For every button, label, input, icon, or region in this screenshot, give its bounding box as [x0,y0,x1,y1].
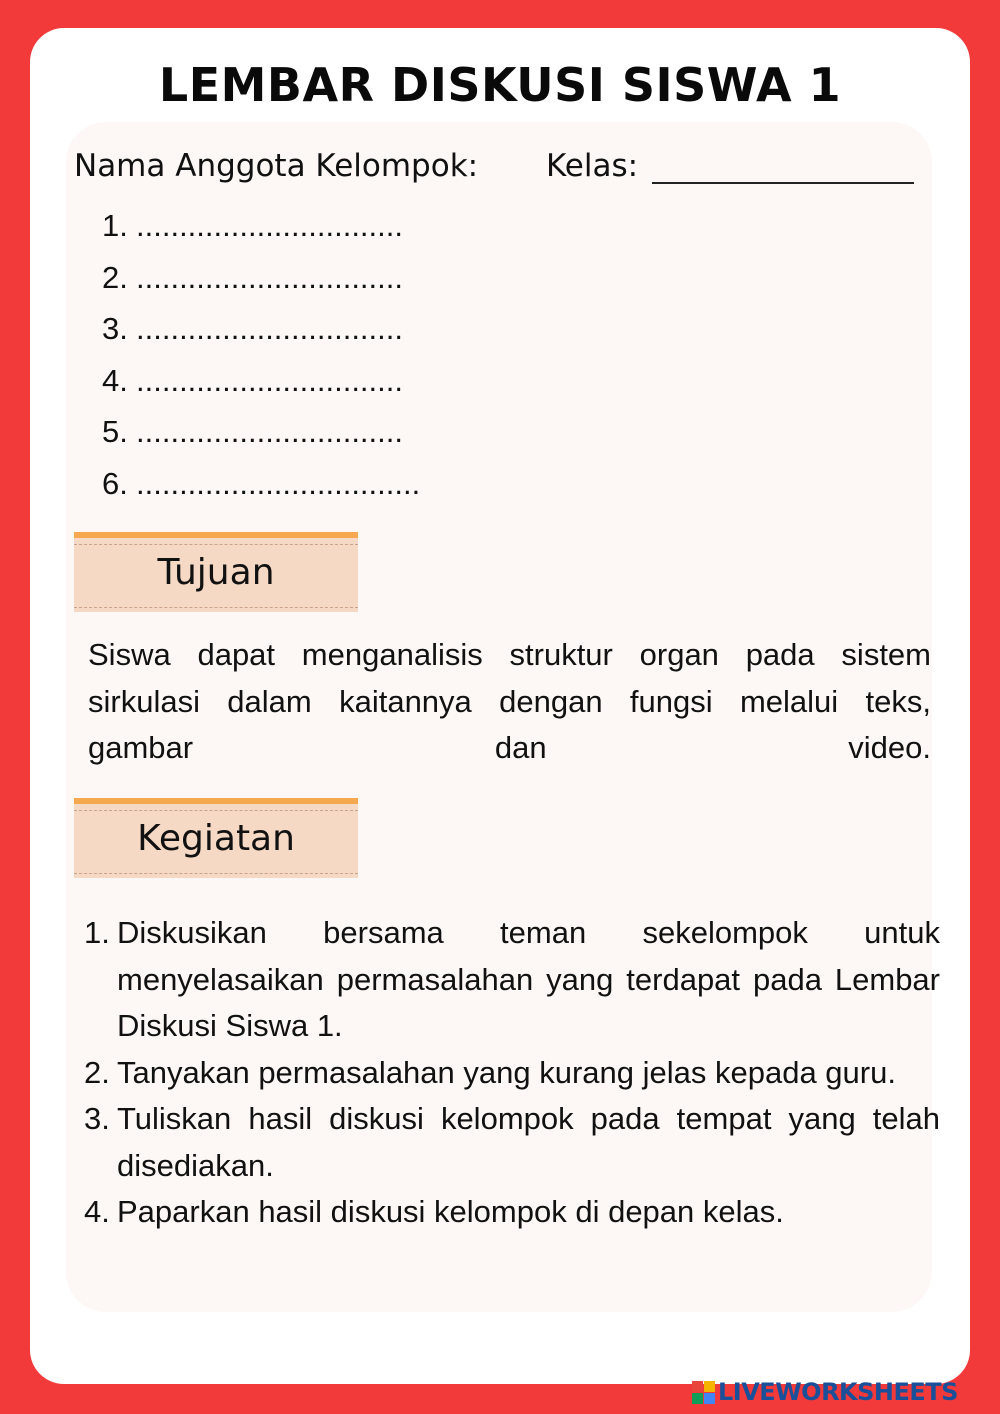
step-item [84,910,940,1050]
step-number: 2. [84,1054,110,1090]
member-number: 4. [102,362,128,398]
member-number: 1. [102,208,128,243]
logo-square-icon [692,1393,703,1404]
tujuan-heading: Tujuan [157,552,275,593]
liveworksheets-brand[interactable] [692,1378,958,1406]
member-number: 3. [102,311,128,346]
member-blank: ............................... [136,311,403,346]
tujuan-heading-tag [74,532,358,612]
member-blank: ............................... [136,414,403,449]
member-row[interactable] [102,200,420,252]
member-number: 2. [102,259,128,295]
step-number: 4. [84,1194,110,1229]
member-blank: ............................... [136,259,403,295]
brand-text: LIVEWORKSHEETS [718,1378,958,1406]
worksheet-page [30,28,970,1384]
logo-square-icon [704,1393,715,1404]
member-row[interactable] [102,303,420,355]
member-blank: ................................. [136,465,421,501]
member-row[interactable] [102,355,420,407]
step-item [84,1189,940,1236]
member-row[interactable] [102,406,420,458]
member-row[interactable] [102,458,420,510]
members-label: Nama Anggota Kelompok: [74,148,479,184]
step-text: Tuliskan hasil diskusi kelompok pada tempat yang telah disediakan. [117,1101,940,1183]
step-text: Paparkan hasil diskusi kelompok di depan kelas. [117,1194,784,1229]
logo-square-icon [692,1381,703,1392]
logo-square-icon [704,1381,715,1392]
kegiatan-heading-tag [74,798,358,878]
tujuan-text: Siswa dapat menganalisis struktur organ pada sistem sirkulasi dalam kaitannya dengan fungsi melalui teks, gambar dan video. [88,637,931,765]
step-item [84,1096,940,1189]
liveworksheets-logo-icon [692,1381,715,1404]
step-item [84,1050,940,1097]
member-number: 5. [102,414,128,449]
step-text: Tanyakan permasalahan yang kurang jelas kepada guru. [117,1054,896,1090]
member-blank: ............................... [136,208,403,243]
kegiatan-heading: Kegiatan [137,818,295,859]
step-number: 3. [84,1101,110,1136]
kegiatan-steps [84,910,940,1236]
member-blank: ............................... [136,362,403,398]
step-number: 1. [84,915,110,950]
kelas-input-line[interactable] [652,182,914,184]
member-number: 6. [102,465,128,501]
page-title: LEMBAR DISKUSI SISWA 1 [158,58,842,112]
step-text: Diskusikan bersama teman sekelompok untuk menyelasaikan permasalahan yang terdapat pada Lembar Diskusi Siswa 1. [117,915,940,1043]
member-list [102,200,420,509]
kelas-label: Kelas: [546,148,639,184]
member-row[interactable] [102,252,420,304]
